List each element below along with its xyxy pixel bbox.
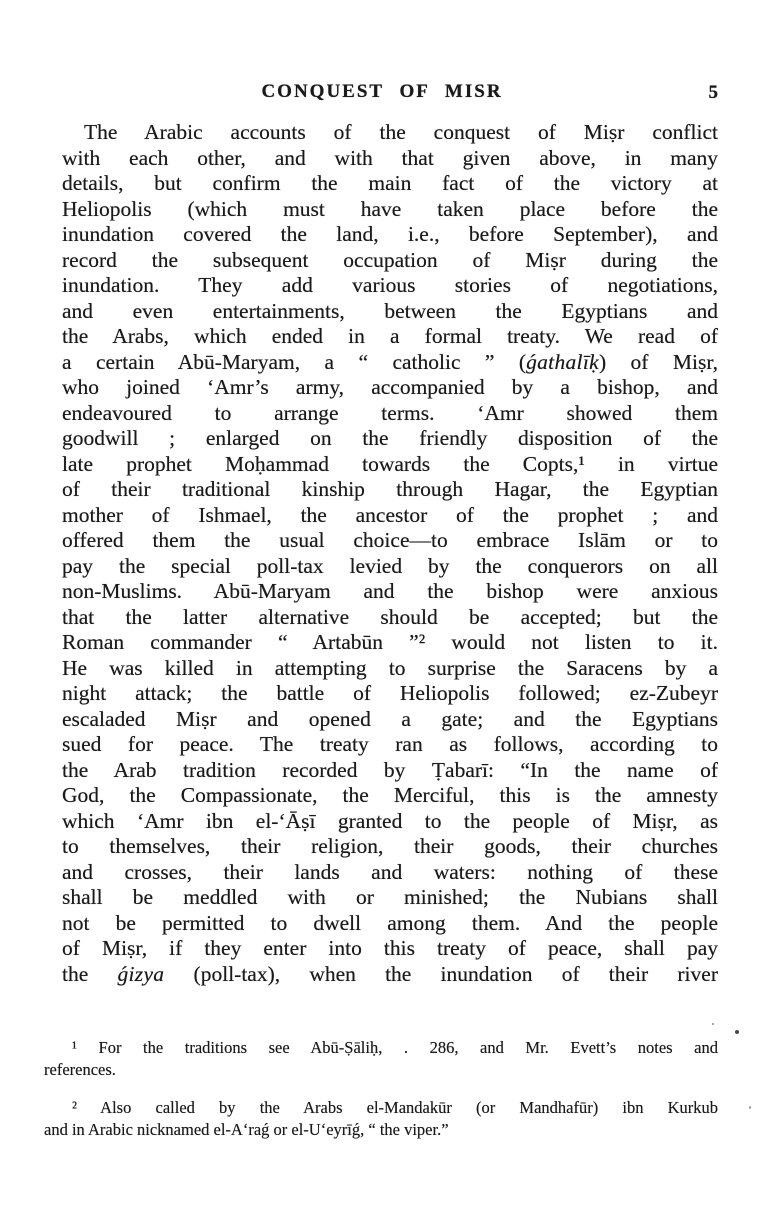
page-header bbox=[62, 81, 718, 105]
text-line: details, but confirm the main fact of the victory at bbox=[62, 171, 718, 195]
text-line: God, the Compassionate, the Merciful, this is the amnesty bbox=[62, 783, 718, 807]
text-line: not be permitted to dwell among them. And the people bbox=[62, 910, 718, 935]
text-line: a certain Abū-Maryam, a “ catholic ” (ǵathalīḳ) of Miṣr, bbox=[62, 349, 718, 374]
footnote bbox=[44, 1037, 718, 1081]
footnote-line: references. bbox=[44, 1060, 116, 1079]
footnote-line: ¹ For the traditions see Abū-Ṣāliḥ, . 286, and Mr. Evett’s notes and bbox=[72, 1038, 718, 1057]
text-line: He was killed in attempting to surprise the Saracens by a bbox=[62, 655, 718, 680]
text-line: goodwill ; enlarged on the friendly disposition of the bbox=[62, 426, 718, 450]
text-line: that the latter alternative should be accepted; but the bbox=[62, 604, 718, 629]
text-line: night attack; the battle of Heliopolis followed; ez-Zubeyr bbox=[62, 681, 718, 705]
text-line: Roman commander “ Artabūn ”² would not listen to it. bbox=[62, 630, 718, 654]
text-line: mother of Ishmael, the ancestor of the prophet ; and bbox=[62, 502, 718, 527]
scan-speck bbox=[735, 1030, 739, 1034]
text-line: sued for peace. The treaty ran as follows, according to bbox=[62, 732, 718, 756]
running-title: CONQUEST OF MISR bbox=[261, 81, 503, 102]
text-line: shall be meddled with or minished; the Nubians shall bbox=[62, 885, 718, 909]
text-line: pay the special poll-tax levied by the conquerors on all bbox=[62, 553, 718, 578]
text-line: the Arab tradition recorded by Ṭabarī: “In the name of bbox=[62, 757, 718, 782]
text-line: non-Muslims. Abū-Maryam and the bishop were anxious bbox=[62, 579, 718, 603]
text-line: inundation covered the land, i.e., before September), and bbox=[62, 222, 718, 246]
text-line: to themselves, their religion, their goods, their churches bbox=[62, 834, 718, 858]
footnote-line: ² Also called by the Arabs el-Mandakūr (or Mandhafūr) ibn Kurkub bbox=[72, 1098, 718, 1117]
scan-speck bbox=[712, 1023, 714, 1025]
text-line: endeavoured to arrange terms. ‘Amr showed them bbox=[62, 400, 718, 425]
text-line: the Arabs, which ended in a formal treaty. We read of bbox=[62, 324, 718, 348]
text-line: the ǵizya (poll-tax), when the inundation of their river bbox=[62, 961, 718, 986]
scan-speck bbox=[749, 1106, 751, 1109]
text-line: inundation. They add various stories of negotiations, bbox=[62, 273, 718, 297]
text-line: and even entertainments, between the Egyptians and bbox=[62, 298, 718, 323]
text-line: which ‘Amr ibn el-‘Āṣī granted to the people of Miṣr, as bbox=[62, 808, 718, 833]
text-line: record the subsequent occupation of Miṣr during the bbox=[62, 247, 718, 272]
text-line: escaladed Miṣr and opened a gate; and the Egyptians bbox=[62, 706, 718, 731]
text-line: The Arabic accounts of the conquest of Miṣr conflict bbox=[84, 120, 718, 144]
page-number: 5 bbox=[708, 82, 718, 103]
text-line: who joined ‘Amr’s army, accompanied by a bishop, and bbox=[62, 375, 718, 399]
text-line: of their traditional kinship through Hagar, the Egyptian bbox=[62, 477, 718, 501]
text-line: of Miṣr, if they enter into this treaty of peace, shall pay bbox=[62, 936, 718, 960]
footnotes bbox=[44, 1037, 718, 1141]
footnote-line: and in Arabic nicknamed el-A‘raǵ or el-U‘eyrīǵ, “ the viper.” bbox=[44, 1120, 449, 1139]
text-line: and crosses, their lands and waters: nothing of these bbox=[62, 859, 718, 884]
text-line: with each other, and with that given above, in many bbox=[62, 145, 718, 170]
page-text bbox=[62, 120, 718, 987]
text-line: offered them the usual choice—to embrace Islām or to bbox=[62, 528, 718, 552]
footnote bbox=[44, 1097, 718, 1141]
text-line: late prophet Moḥammad towards the Copts,¹ in virtue bbox=[62, 451, 718, 476]
text-line: Heliopolis (which must have taken place before the bbox=[62, 196, 718, 221]
